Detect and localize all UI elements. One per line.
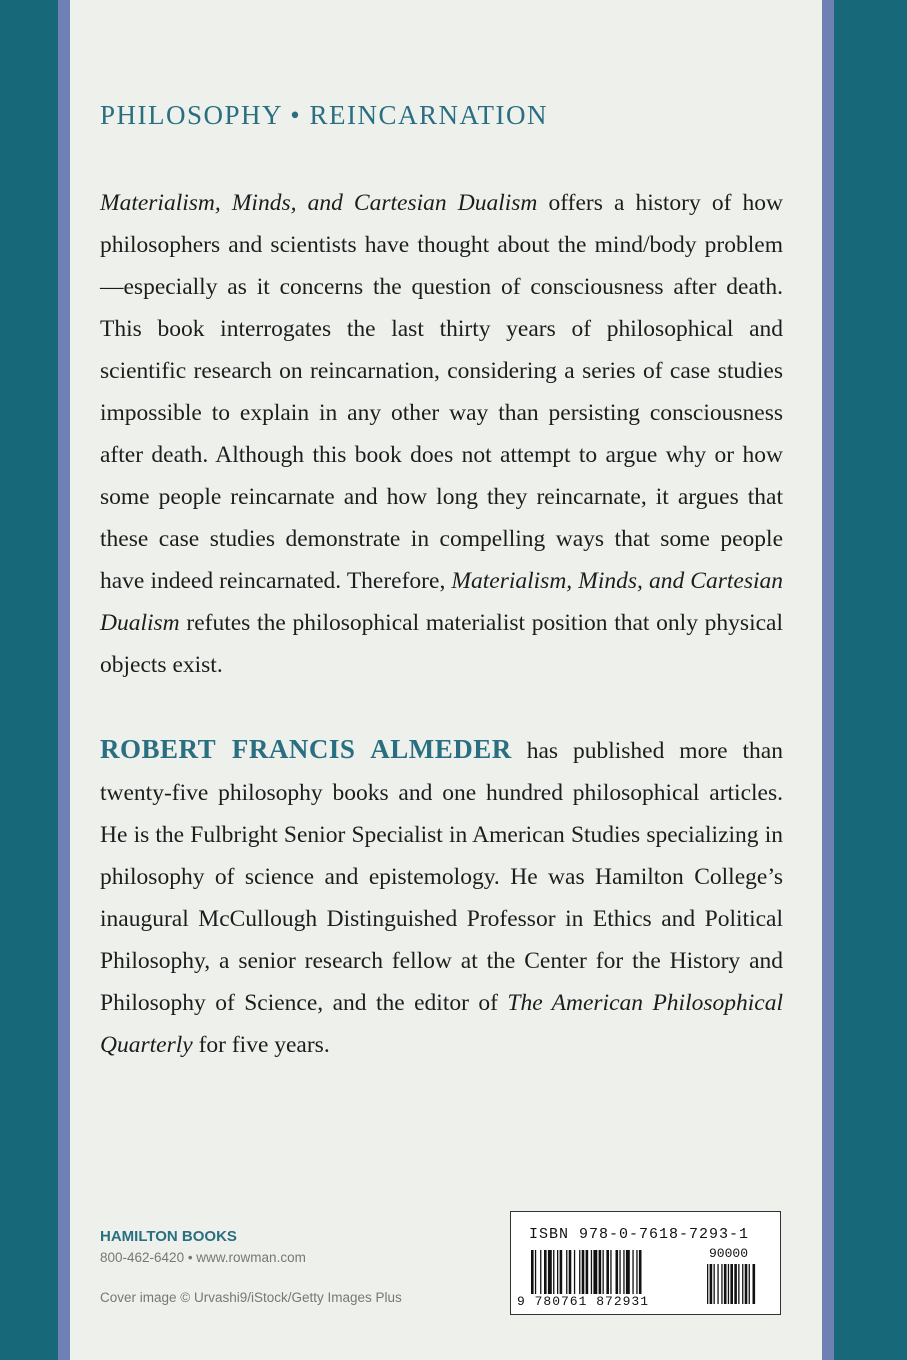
right-decorative-stripe (822, 0, 834, 1360)
barcode-digits: 9 780761 872931 (517, 1294, 650, 1309)
cover-image-credit: Cover image © Urvashi9/iStock/Getty Images Plus (100, 1290, 402, 1305)
publisher-contact: 800-462-6420 • www.rowman.com (100, 1250, 306, 1265)
author-bio (100, 728, 783, 1066)
bio-text: for five years. (192, 1032, 330, 1058)
barcode-addon-code: 90000 (709, 1246, 749, 1261)
category-heading: PHILOSOPHY • REINCARNATION (100, 100, 548, 130)
bio-text: has published more than twenty-five philosophy books and one hundred philosophical articles. He is the Fulbright Senior Specialist in American Studies specializing in philosophy of science and epistemology. He was Hamilton College’s inaugural McCullough Distinguished Professor in Ethics and Political Philosophy, a senior research fellow at the Center for the History and Philosophy of Science, and the editor of (100, 738, 783, 1016)
description-text: offers a history of how philosophers and scientists have thought about the mind/body problem—especially as it concerns the question of consciousness after death. This book interrogates the last thirty years of philosophical and scientific research on reincarnation, considering a series of case studies impossible to explain in any other way than persisting consciousness after death. Although this book does not attempt to argue why or how some people reincarnate and how long they reincarnate, it argues that these case studies demonstrate in compelling ways that some people have indeed reincarnated. Therefore, (100, 190, 783, 594)
back-cover-panel (70, 0, 822, 1360)
book-description (100, 182, 783, 686)
publisher-name: HAMILTON BOOKS (100, 1228, 237, 1245)
author-name: ROBERT FRANCIS ALMEDER (100, 734, 512, 764)
book-title-italic: Materialism, Minds, and Cartesian Dualism (100, 568, 783, 636)
isbn-barcode (510, 1211, 781, 1315)
description-text: refutes the philosophical materialist position that only physical objects exist. (100, 610, 783, 678)
book-title-italic: Materialism, Minds, and Cartesian Dualism (100, 190, 538, 216)
left-decorative-stripe (58, 0, 70, 1360)
isbn-label: ISBN 978-0-7618-7293-1 (529, 1226, 750, 1243)
journal-title-italic: The American Philosophical Quarterly (100, 990, 783, 1058)
